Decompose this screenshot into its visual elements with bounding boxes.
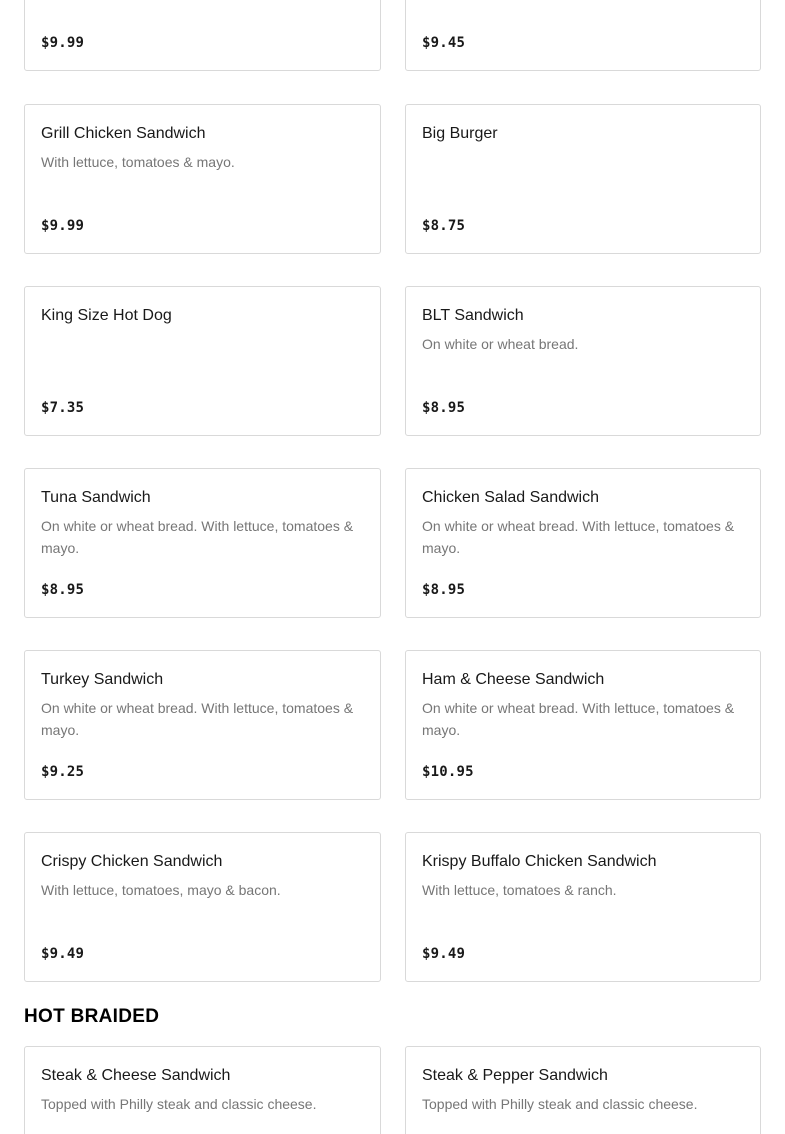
item-price: $9.45 bbox=[422, 35, 466, 51]
item-name: King Size Hot Dog bbox=[41, 307, 172, 324]
menu-item-card[interactable] bbox=[24, 832, 381, 982]
item-name: Crispy Chicken Sandwich bbox=[41, 853, 223, 870]
item-name: Tuna Sandwich bbox=[41, 489, 151, 506]
menu-item-card[interactable] bbox=[405, 1046, 761, 1134]
menu-item-card[interactable] bbox=[405, 104, 761, 254]
item-description: Topped with Philly steak and classic cheese. bbox=[422, 1096, 698, 1112]
item-name: BLT Sandwich bbox=[422, 307, 524, 324]
menu-item-card[interactable] bbox=[24, 650, 381, 800]
item-description: With lettuce, tomatoes, mayo & bacon. bbox=[41, 882, 281, 898]
item-name: Steak & Pepper Sandwich bbox=[422, 1067, 608, 1084]
item-price: $9.49 bbox=[422, 946, 466, 962]
item-description: On white or wheat bread. bbox=[422, 336, 579, 352]
menu-item-card[interactable] bbox=[405, 650, 761, 800]
item-price: $9.25 bbox=[41, 764, 85, 780]
menu-item-card[interactable] bbox=[24, 104, 381, 254]
item-name: Chicken Salad Sandwich bbox=[422, 489, 599, 506]
item-price: $8.95 bbox=[422, 400, 466, 416]
item-price: $8.75 bbox=[422, 218, 466, 234]
item-description: On white or wheat bread. With lettuce, tomatoes & mayo. bbox=[422, 700, 735, 738]
item-description: On white or wheat bread. With lettuce, tomatoes & mayo. bbox=[41, 518, 354, 556]
menu-item-card[interactable] bbox=[24, 1046, 381, 1134]
item-description: With lettuce, tomatoes & ranch. bbox=[422, 882, 617, 898]
item-price: $9.49 bbox=[41, 946, 85, 962]
menu-item-card[interactable] bbox=[405, 286, 761, 436]
item-name: Grill Chicken Sandwich bbox=[41, 125, 206, 142]
item-name: Turkey Sandwich bbox=[41, 671, 164, 688]
menu-item-card[interactable] bbox=[405, 0, 761, 71]
section-heading: HOT BRAIDED bbox=[24, 1006, 160, 1027]
item-price: $9.99 bbox=[41, 35, 85, 51]
item-name: Krispy Buffalo Chicken Sandwich bbox=[422, 853, 657, 870]
item-name: Ham & Cheese Sandwich bbox=[422, 671, 605, 688]
menu-item-card[interactable] bbox=[405, 832, 761, 982]
menu-item-card[interactable] bbox=[24, 468, 381, 618]
item-description: With lettuce, tomatoes & mayo. bbox=[41, 154, 235, 170]
item-price: $8.95 bbox=[422, 582, 466, 598]
item-name: Big Burger bbox=[422, 125, 498, 142]
item-price: $9.99 bbox=[41, 218, 85, 234]
item-name: Steak & Cheese Sandwich bbox=[41, 1067, 231, 1084]
item-description: On white or wheat bread. With lettuce, tomatoes & mayo. bbox=[41, 700, 354, 738]
item-price: $10.95 bbox=[422, 764, 474, 780]
menu-item-card[interactable] bbox=[24, 0, 381, 71]
item-description: On white or wheat bread. With lettuce, tomatoes & mayo. bbox=[422, 518, 735, 556]
menu-item-card[interactable] bbox=[405, 468, 761, 618]
item-price: $8.95 bbox=[41, 582, 85, 598]
item-price: $7.35 bbox=[41, 400, 85, 416]
menu-item-card[interactable] bbox=[24, 286, 381, 436]
item-description: Topped with Philly steak and classic cheese. bbox=[41, 1096, 317, 1112]
